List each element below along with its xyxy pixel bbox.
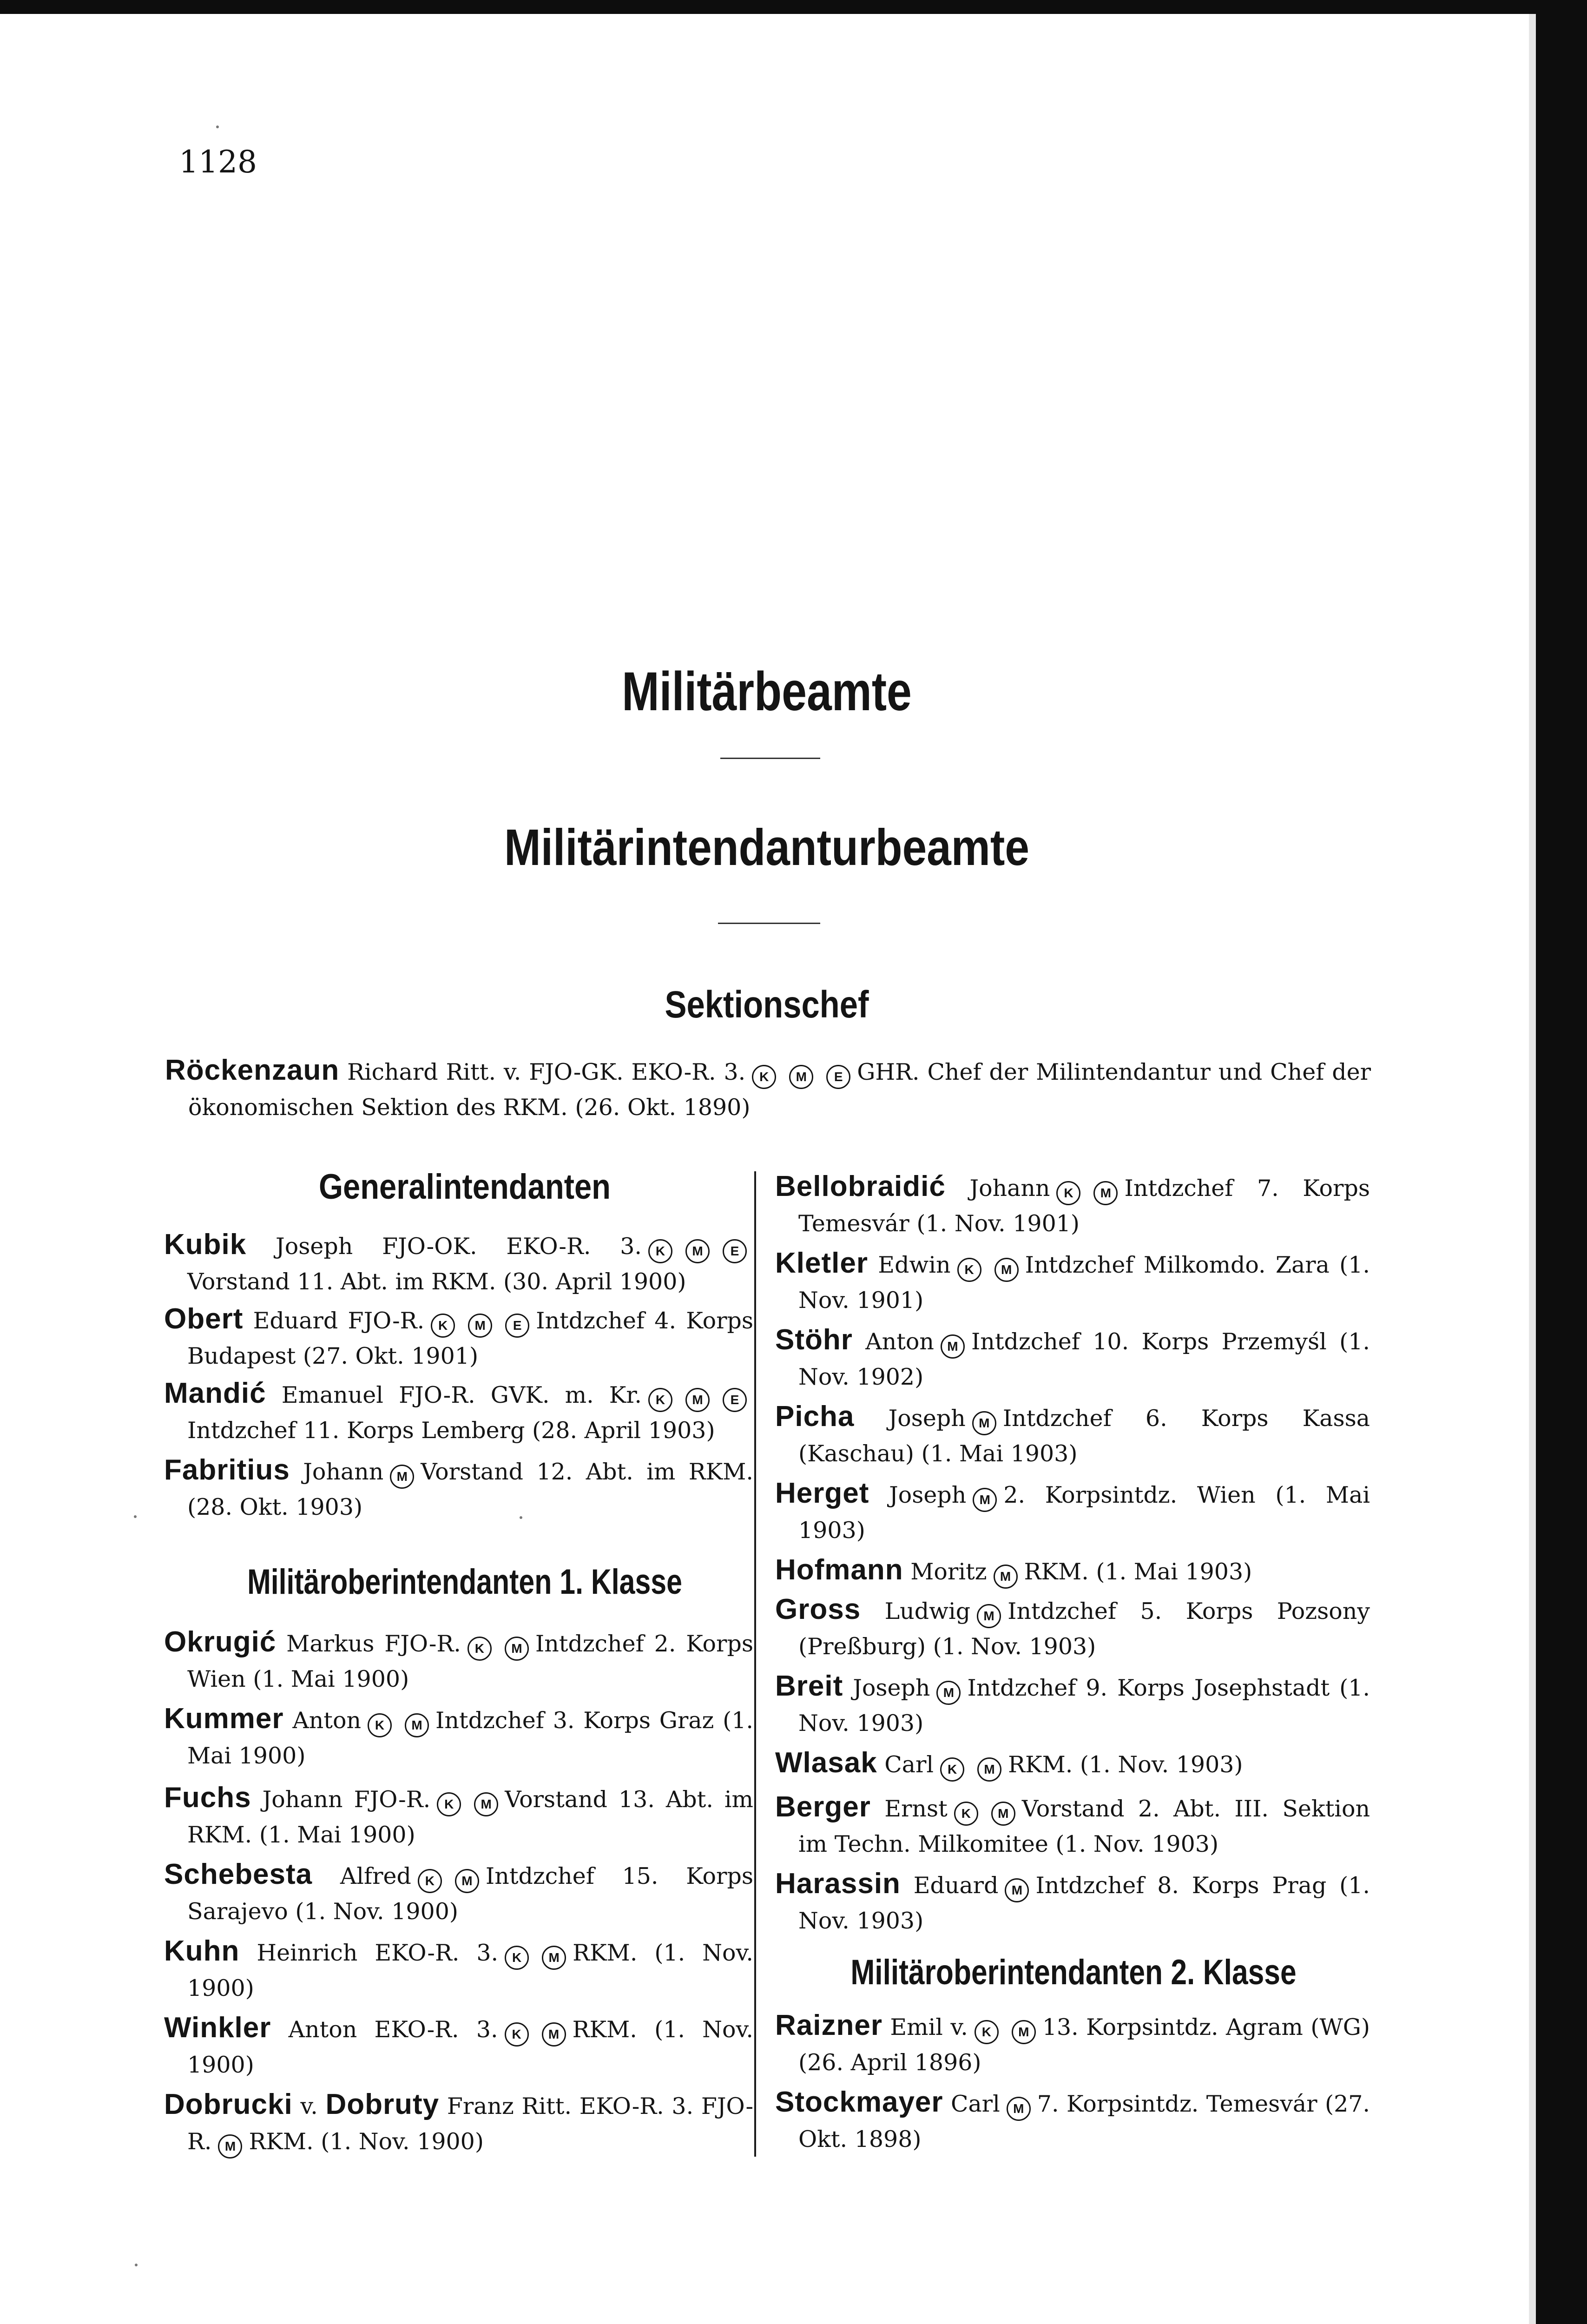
entry-breit: Breit Joseph M Intdzchef 9. Korps Josephstadt (1. Nov. 1903) [775, 1670, 1370, 1736]
k-badge-icon: K [648, 1388, 672, 1412]
entry-kletler: Kletler Edwin K M Intdzchef Milkomdo. Zara (1. Nov. 1901) [775, 1247, 1370, 1314]
m-badge-icon: M [1007, 2097, 1031, 2121]
section-heading-sektionschef: Sektionschef [665, 984, 869, 1026]
page-number: 1128 [179, 144, 257, 180]
m-badge-icon: M [941, 1334, 965, 1359]
page-subtitle: Militärintendanturbeamte [504, 819, 1030, 876]
m-badge-icon: M [1012, 2020, 1036, 2044]
m-badge-icon: M [789, 1065, 813, 1089]
m-badge-icon: M [973, 1488, 997, 1512]
entry-kuhn: Kuhn Heinrich EKO-R. 3. K M RKM. (1. Nov. 1900) [164, 1935, 753, 2001]
heading-militaeroberintendanten-2: Militäroberintendanten 2. Klasse [850, 1953, 1297, 1992]
k-badge-icon: K [1056, 1181, 1080, 1205]
entry-winkler: Winkler Anton EKO-R. 3. K M RKM. (1. Nov. 1900) [164, 2012, 753, 2078]
heading-militaeroberintendanten-1: Militäroberintendanten 1. Klasse [247, 1562, 682, 1602]
m-badge-icon: M [977, 1757, 1001, 1782]
scan-speck [520, 1516, 522, 1519]
scan-border-top [0, 0, 1587, 14]
k-badge-icon: K [954, 1802, 978, 1826]
entry-herget: Herget Joseph M 2. Korpsintdz. Wien (1. Mai 1903) [775, 1477, 1370, 1544]
k-badge-icon: K [940, 1757, 964, 1782]
column-divider [754, 1171, 756, 2157]
e-badge-icon: E [505, 1314, 529, 1338]
m-badge-icon: M [977, 1604, 1001, 1628]
m-badge-icon: M [405, 1713, 429, 1737]
e-badge-icon: E [723, 1388, 747, 1412]
scan-speck [135, 2264, 138, 2266]
m-badge-icon: M [390, 1465, 414, 1489]
heading-generalintendanten: Generalintendanten [318, 1167, 611, 1207]
k-badge-icon: K [975, 2020, 999, 2044]
entry-dobrucki: Dobrucki v. Dobruty Franz Ritt. EKO-R. 3. FJO-R. M RKM. (1. Nov. 1900) [187, 2087, 753, 2159]
m-badge-icon: M [685, 1388, 710, 1412]
entry-name: Röckenzaun [165, 1054, 340, 1086]
m-badge-icon: M [542, 2022, 566, 2047]
scan-border-right [1536, 0, 1587, 2324]
m-badge-icon: M [1093, 1181, 1118, 1205]
m-badge-icon: M [455, 1869, 479, 1893]
entry-okrugic: Okrugić Markus FJO-R. K M Intdzchef 2. Korps Wien (1. Mai 1900) [164, 1626, 753, 1692]
scan-border-right-inner [1529, 14, 1536, 2324]
m-badge-icon: M [994, 1258, 1019, 1282]
entry-picha: Picha Joseph M Intdzchef 6. Korps Kassa (Kaschau) (1. Mai 1903) [775, 1400, 1370, 1467]
k-badge-icon: K [431, 1314, 455, 1338]
k-badge-icon: K [368, 1713, 392, 1737]
entry-schebesta: Schebesta Alfred K M Intdzchef 15. Korps Sarajevo (1. Nov. 1900) [164, 1858, 753, 1925]
subtitle-rule [718, 923, 820, 924]
m-badge-icon: M [685, 1239, 710, 1263]
k-badge-icon: K [437, 1792, 461, 1816]
k-badge-icon: K [957, 1258, 981, 1282]
entry-harassin: Harassin Eduard M Intdzchef 8. Korps Prag (1. Nov. 1903) [775, 1868, 1370, 1934]
k-badge-icon: K [505, 1946, 529, 1970]
m-badge-icon: M [936, 1681, 961, 1705]
entry-mandic: Mandić Emanuel FJO-R. GVK. m. Kr. K M EIntdzchef 11. Korps Lemberg (28. April 1903) [187, 1376, 753, 1448]
entry-rockenzaun: Röckenzaun Richard Ritt. v. FJO-GK. EKO-R. 3. K M E GHR. Chef der Milintendantur und Chef der ökonomischen Sektion des RKM. (26. Okt. 1890) [165, 1054, 1371, 1121]
entry-fabritius: Fabritius Johann M Vorstand 12. Abt. im RKM. (28. Okt. 1903) [164, 1454, 754, 1520]
entry-fuchs: Fuchs Johann FJO-R. K M Vorstand 13. Abt. im RKM. (1. Mai 1900) [164, 1782, 753, 1848]
entry-hofmann: Hofmann Moritz M RKM. (1. Mai 1903) [798, 1552, 1370, 1590]
m-badge-icon: M [468, 1314, 492, 1338]
entry-stockmayer: Stockmayer Carl M 7. Korpsintdz. Temesvár (27. Okt. 1898) [775, 2086, 1370, 2152]
entry-wlasak: Wlasak Carl K M RKM. (1. Nov. 1903) [798, 1745, 1370, 1783]
m-badge-icon: M [218, 2134, 242, 2159]
k-badge-icon: K [418, 1869, 442, 1893]
k-badge-icon: K [648, 1239, 672, 1263]
entry-bellobraidic: Bellobraidić Johann K M Intdzchef 7. Korps Temesvár (1. Nov. 1901) [775, 1170, 1370, 1237]
e-badge-icon: E [723, 1239, 747, 1263]
m-badge-icon: M [474, 1792, 498, 1816]
scan-speck [216, 125, 219, 128]
m-badge-icon: M [994, 1565, 1018, 1589]
e-badge-icon: E [826, 1065, 850, 1089]
entry-obert: Obert Eduard FJO-R. K M E Intdzchef 4. Korps Budapest (27. Okt. 1901) [164, 1303, 754, 1369]
m-badge-icon: M [972, 1411, 996, 1435]
m-badge-icon: M [991, 1802, 1015, 1826]
page-title: Militärbeamte [622, 661, 912, 722]
entry-kubik: Kubik Joseph FJO-OK. EKO-R. 3. K M EVorstand 11. Abt. im RKM. (30. April 1900) [187, 1227, 753, 1300]
entry-stohr: Stöhr Anton M Intdzchef 10. Korps Przemyśl (1. Nov. 1902) [775, 1324, 1370, 1390]
m-badge-icon: M [505, 1637, 529, 1661]
entry-raizner: Raizner Emil v. K M 13. Korpsintdz. Agram (WG) (26. April 1896) [775, 2009, 1370, 2076]
m-badge-icon: M [1005, 1878, 1029, 1902]
entry-kummer: Kummer Anton K M Intdzchef 3. Korps Graz (1. Mai 1900) [164, 1703, 754, 1769]
entry-berger: Berger Ernst K M Vorstand 2. Abt. III. Sektion im Techn. Milkomitee (1. Nov. 1903) [775, 1791, 1370, 1857]
scan-speck [134, 1515, 137, 1518]
k-badge-icon: K [752, 1065, 776, 1089]
entry-gross: Gross Ludwig M Intdzchef 5. Korps Pozsony (Preßburg) (1. Nov. 1903) [775, 1593, 1370, 1660]
k-badge-icon: K [505, 2022, 529, 2047]
k-badge-icon: K [468, 1637, 492, 1661]
m-badge-icon: M [542, 1946, 566, 1970]
title-rule [720, 758, 820, 759]
